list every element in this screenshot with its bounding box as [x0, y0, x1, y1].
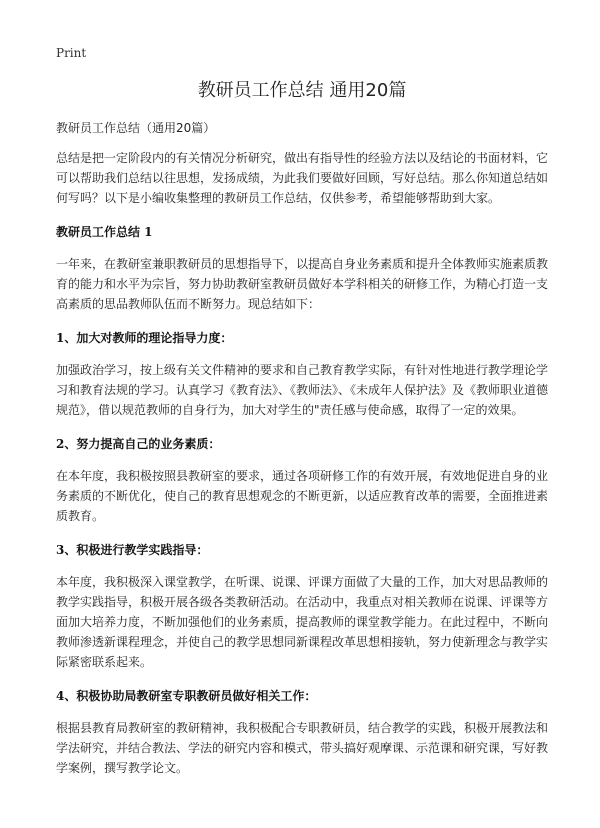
section-heading: 教研员工作总结 1	[56, 225, 153, 239]
print-link[interactable]: Print	[56, 46, 87, 60]
point-body-4: 根据县教育局教研室的教研精神，我积极配合专职教研员，结合教学的实践，积极开展教法和学法研究，并结合教法、学法的研究内容和模式，带头搞好观摩课、示范课和研究课，写好教学案例，撰写教学论文。	[56, 721, 549, 775]
document-body	[56, 78, 548, 792]
intro-paragraph: 总结是把一定阶段内的有关情况分析研究，做出有指导性的经验方法以及结论的书面材料，它可以帮助我们总结以往思想，发扬成绩，为此我们要做好回顾，写好总结。那么你知道总结如何写吗？以下是小编收集整理的教研员工作总结，仅供参考，希望能够帮助到大家。	[56, 151, 549, 205]
point-heading-4: 4、积极协助局教研室专职教研员做好相关工作：	[56, 689, 317, 703]
point-heading-1: 1、加大对教师的理论指导力度：	[56, 331, 233, 345]
point-heading-3: 3、积极进行教学实践指导：	[56, 543, 209, 557]
point-body-2: 在本年度，我积极按照县教研室的要求，通过各项研修工作的有效开展，有效地促进自身的业务素质的不断优化，使自己的教育思想观念的不断更新，以适应教育改革的需要，全面推进素质教育。	[56, 469, 549, 523]
page-title: 教研员工作总结 通用20篇	[197, 80, 407, 101]
point-heading-2: 2、努力提高自己的业务素质：	[56, 437, 221, 451]
point-body-1: 加强政治学习，按上级有关文件精神的要求和自己教育教学实际，有针对性地进行教学理论学习和教育法规的学习。认真学习《教育法》、《教师法》、《未成年人保护法》及《教师职业道德规范》，借以规范教师的自身行为，加大对学生的"责任感与使命感，取得了一定的效果。	[56, 363, 549, 417]
document-subtitle: 教研员工作总结（通用20篇）	[56, 121, 216, 135]
point-body-3: 本年度，我积极深入课堂教学，在听课、说课、评课方面做了大量的工作，加大对思品教师的教学实践指导，积极开展各级各类教研活动。在活动中，我重点对相关教师在说课、评课等方面加大培养力度，不断加强他们的业务素质，提高教师的课堂教学能力。在此过程中，不断向教师渗透新课程理念，并使自己的教学思想同新课程改革思想相接轨，努力使新理念与教学实际紧密联系起来。	[56, 575, 549, 669]
section-intro-paragraph: 一年来，在教研室兼职教研员的思想指导下，以提高自身业务素质和提升全体教师实施素质教育的能力和水平为宗旨，努力协助教研室教研员做好本学科相关的研修工作，为精心打造一支高素质的思品教师队伍而不断努力。现总结如下：	[56, 257, 549, 311]
